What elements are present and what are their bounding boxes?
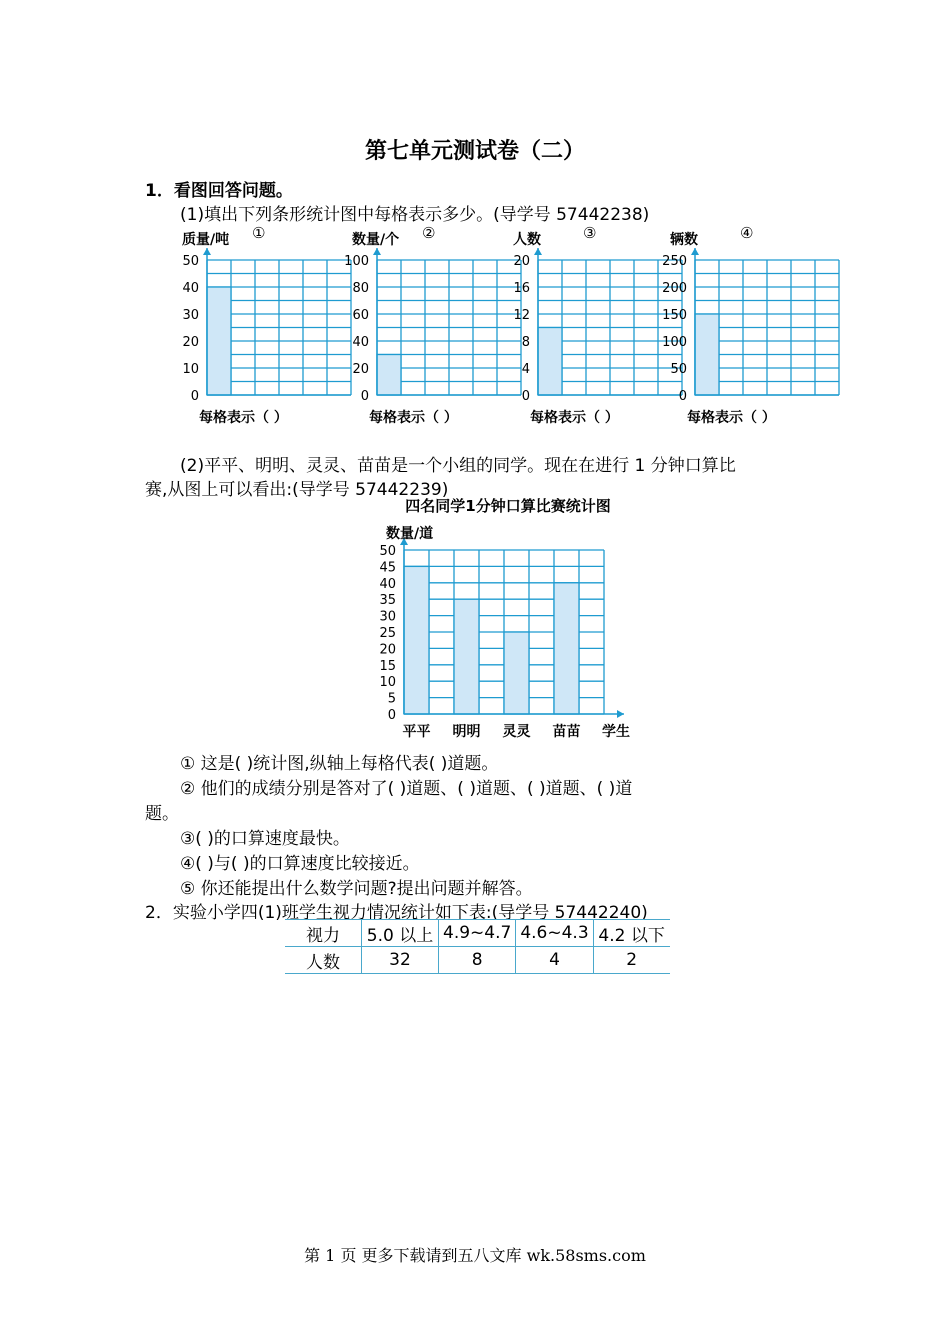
x-tick-label: 苗苗 bbox=[552, 724, 581, 740]
y-axis-arrow bbox=[534, 248, 542, 255]
y-tick-label: 45 bbox=[379, 560, 396, 576]
y-tick-label: 0 bbox=[190, 389, 199, 404]
y-tick-label: 20 bbox=[513, 254, 530, 269]
table-cell: 视力 bbox=[285, 920, 362, 947]
y-tick-label: 10 bbox=[379, 675, 396, 691]
table-cell: 4.9~4.7 bbox=[439, 920, 516, 947]
y-tick-label: 12 bbox=[513, 308, 530, 323]
chart-number-marker: ③ bbox=[583, 224, 597, 242]
y-tick-label: 20 bbox=[352, 362, 369, 377]
table-cell: 4.2 以下 bbox=[593, 920, 670, 947]
y-tick-label: 16 bbox=[513, 281, 530, 296]
question-1-number: 1． bbox=[145, 181, 174, 201]
sub-item-2-continued: 题。 bbox=[145, 804, 179, 824]
y-tick-label: 80 bbox=[352, 281, 369, 296]
y-axis-title: 数量/道 bbox=[386, 526, 434, 542]
y-tick-label: 0 bbox=[521, 389, 530, 404]
y-tick-label: 0 bbox=[678, 389, 687, 404]
chart-title: 四名同学1分钟口算比赛统计图 bbox=[405, 497, 611, 515]
y-tick-label: 200 bbox=[662, 281, 687, 296]
x-axis-arrow bbox=[617, 710, 624, 718]
y-axis-title: 质量/吨 bbox=[182, 232, 230, 248]
small-bar-charts bbox=[0, 222, 950, 432]
y-axis-title: 人数 bbox=[513, 232, 541, 248]
cell-value-blank: 每格表示（ ） bbox=[199, 410, 288, 426]
small-chart-2 bbox=[344, 224, 521, 426]
y-tick-label: 150 bbox=[662, 308, 687, 323]
y-tick-label: 40 bbox=[182, 281, 199, 296]
sub-item-4: ④( )与( )的口算速度比较接近。 bbox=[180, 854, 420, 874]
vision-table-data-row bbox=[285, 947, 670, 974]
table-cell: 8 bbox=[439, 947, 516, 974]
oral-arithmetic-bar-chart bbox=[340, 494, 660, 744]
oral-arithmetic-chart-plot bbox=[379, 538, 624, 723]
cell-value-blank: 每格表示（ ） bbox=[687, 410, 776, 426]
y-tick-label: 35 bbox=[379, 593, 396, 609]
question-1-heading bbox=[145, 176, 293, 201]
y-axis-title: 数量/个 bbox=[352, 232, 400, 248]
x-tick-label: 灵灵 bbox=[502, 724, 531, 740]
x-tick-label: 平平 bbox=[402, 724, 431, 740]
chart-number-marker: ① bbox=[252, 224, 266, 242]
y-tick-label: 0 bbox=[387, 708, 396, 723]
cell-value-blank: 每格表示（ ） bbox=[369, 410, 458, 426]
question-1-part-1: (1)填出下列条形统计图中每格表示多少。(导学号 57442238) bbox=[180, 205, 650, 225]
y-tick-label: 15 bbox=[379, 658, 396, 674]
bar bbox=[504, 632, 529, 714]
table-cell: 2 bbox=[593, 947, 670, 974]
bar bbox=[404, 566, 429, 714]
y-tick-label: 5 bbox=[387, 691, 396, 707]
y-tick-label: 30 bbox=[182, 308, 199, 323]
sub-item-3: ③( )的口算速度最快。 bbox=[180, 829, 350, 849]
table-cell: 5.0 以上 bbox=[362, 920, 439, 947]
y-tick-label: 20 bbox=[182, 335, 199, 350]
y-tick-label: 25 bbox=[379, 626, 396, 641]
chart-number-marker: ② bbox=[422, 224, 436, 242]
x-axis-title: 学生 bbox=[602, 724, 630, 740]
y-tick-label: 100 bbox=[662, 335, 687, 350]
y-tick-label: 50 bbox=[670, 362, 687, 377]
small-chart-3 bbox=[513, 224, 682, 426]
vision-table bbox=[285, 919, 670, 974]
question-1-text: 看图回答问题。 bbox=[173, 181, 293, 201]
question-1-part-2-line-2: 赛,从图上可以看出:(导学号 57442239) bbox=[145, 480, 449, 500]
y-axis-arrow bbox=[691, 248, 699, 255]
table-cell: 32 bbox=[362, 947, 439, 974]
sub-item-5: ⑤ 你还能提出什么数学问题?提出问题并解答。 bbox=[180, 879, 533, 899]
y-tick-label: 20 bbox=[379, 642, 396, 658]
sub-item-2: ② 他们的成绩分别是答对了( )道题、( )道题、( )道题、( )道 bbox=[180, 779, 633, 799]
y-tick-label: 50 bbox=[182, 254, 199, 269]
y-axis-arrow bbox=[373, 248, 381, 255]
y-axis-title: 辆数 bbox=[670, 232, 698, 248]
page-footer: 第 1 页 更多下载请到五八文库 wk.58sms.com bbox=[304, 1246, 646, 1265]
y-axis-arrow bbox=[203, 248, 211, 255]
small-chart-4 bbox=[662, 224, 839, 426]
y-tick-label: 40 bbox=[379, 576, 396, 592]
question-2-text: 2．实验小学四(1)班学生视力情况统计如下表:(导学号 57442240) bbox=[145, 903, 648, 923]
y-tick-label: 10 bbox=[182, 362, 199, 377]
vision-table-header-row bbox=[285, 920, 670, 947]
bar bbox=[454, 599, 479, 714]
chart-number-marker: ④ bbox=[740, 224, 754, 242]
y-tick-label: 250 bbox=[662, 254, 687, 269]
bar bbox=[377, 355, 401, 396]
bar bbox=[538, 328, 562, 396]
small-chart-1 bbox=[182, 224, 351, 426]
table-cell: 4 bbox=[516, 947, 593, 974]
y-tick-label: 40 bbox=[352, 335, 369, 350]
table-cell: 人数 bbox=[285, 947, 362, 974]
bar bbox=[554, 583, 579, 714]
x-tick-label: 明明 bbox=[452, 724, 481, 740]
bar bbox=[207, 287, 231, 395]
sub-item-1: ① 这是( )统计图,纵轴上每格代表( )道题。 bbox=[180, 754, 499, 774]
y-tick-label: 50 bbox=[379, 544, 396, 559]
y-tick-label: 100 bbox=[344, 254, 369, 269]
y-tick-label: 8 bbox=[521, 335, 530, 350]
y-tick-label: 60 bbox=[352, 308, 369, 323]
page-title: 第七单元测试卷（二） bbox=[364, 138, 585, 164]
cell-value-blank: 每格表示（ ） bbox=[530, 410, 619, 426]
y-tick-label: 30 bbox=[379, 609, 396, 625]
bar bbox=[695, 314, 719, 395]
y-tick-label: 4 bbox=[521, 362, 530, 377]
y-tick-label: 0 bbox=[360, 389, 369, 404]
question-1-part-2-line-1: (2)平平、明明、灵灵、苗苗是一个小组的同学。现在在进行 1 分钟口算比 bbox=[180, 456, 736, 476]
table-cell: 4.6~4.3 bbox=[516, 920, 593, 947]
